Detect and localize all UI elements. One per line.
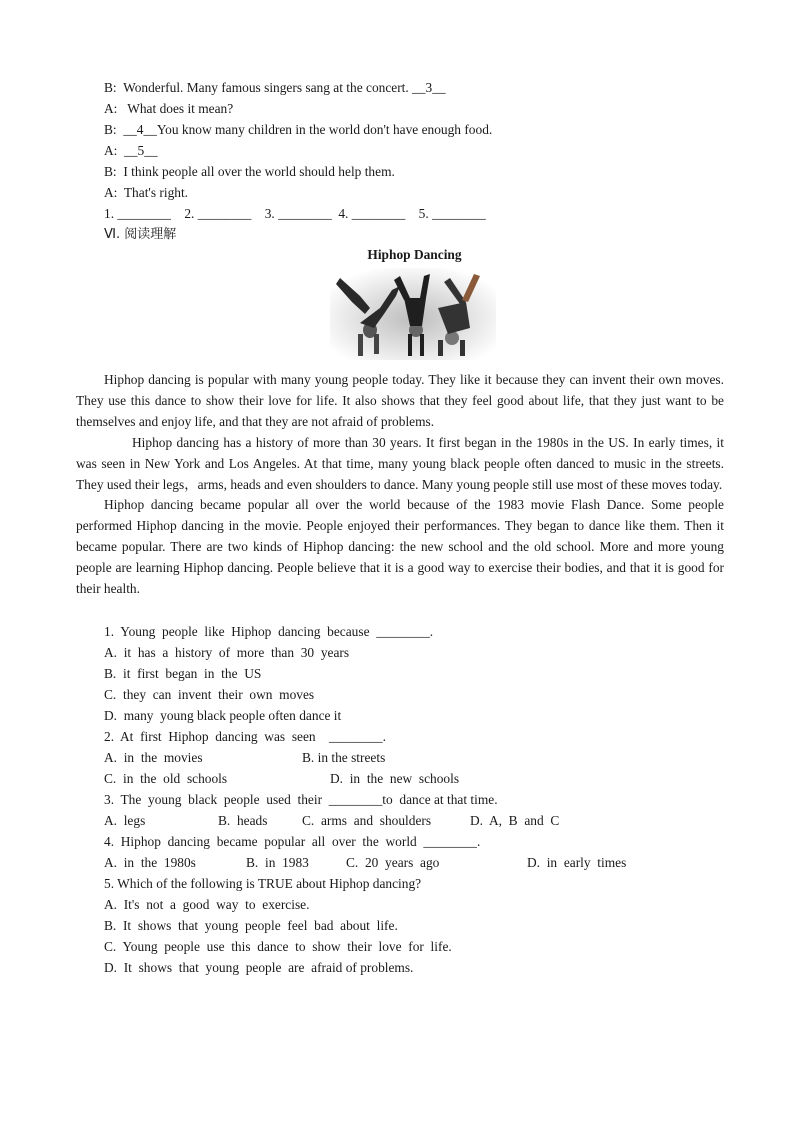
question-5-option-b: B. It shows that young people feel bad about life.: [104, 918, 398, 933]
question-1-option-d: D. many young black people often dance it: [104, 708, 342, 723]
dialogue-text: Wonderful. Many famous singers sang at the concert.: [123, 80, 413, 95]
dialogue-text: You know many children in the world don't have enough food.: [156, 122, 493, 137]
question-3: 3. The young black people used their ________to dance at that time.: [104, 792, 498, 807]
question-1-option-a: A. it has a history of more than 30 years: [104, 645, 350, 660]
speaker-label: B:: [104, 122, 117, 137]
dialogue-line-4: [104, 142, 158, 160]
question-2-option-d: D. in the new schools: [330, 771, 460, 786]
dialogue-line-3: [104, 121, 492, 139]
section-heading: Ⅵ. 阅读理解: [104, 227, 177, 242]
paragraph-3: Hiphop dancing became popular all over the world because of the 1983 movie Flash Dance. Some people performed Hiphop dancing in the movie. People enjoyed their performances. They began to dance like them. Then it became popular. There are two kinds of Hiphop dancing: the new school and the old school. More and more young people are learning Hiphop dancing. People believe that it is a good way to exercise their bodies, and that it is good for their health.: [76, 497, 724, 597]
paragraph-2: Hiphop dancing has a history of more than 30 years. It first began in the 1980s in the US. In early times, it was seen in New York and Los Angeles. At that time, many young black people often danced to music in the streets. They used their legs，arms, heads and even shoulders to dance. Many young people still use most of these moves today.: [76, 434, 724, 492]
breakdancers-image: [330, 268, 496, 360]
question-2: 2. At first Hiphop dancing was seen ________.: [104, 729, 386, 744]
answer-blank-5: __5__: [124, 143, 158, 158]
question-1: 1. Young people like Hiphop dancing because ________.: [104, 624, 434, 639]
dialogue-line-1: [104, 79, 446, 97]
question-5-option-a: A. It's not a good way to exercise.: [104, 897, 310, 912]
question-3-option-b: B. heads: [218, 813, 268, 828]
question-5-option-d: D. It shows that young people are afraid of problems.: [104, 960, 414, 975]
dialogue-line-2: [104, 100, 233, 118]
speaker-label: B:: [104, 80, 117, 95]
dialogue-line-5: [104, 163, 395, 181]
dialogue-text: That's right.: [123, 185, 189, 200]
speaker-label: A:: [104, 185, 118, 200]
question-1-option-b: B. it first began in the US: [104, 666, 262, 681]
question-3-option-d: D. A, B and C: [470, 813, 560, 828]
paragraph-1: Hiphop dancing is popular with many young people today. They like it because they can invent their own moves. They use this dance to show their love for life. It also shows that they feel good about life, that they just want to be themselves and enjoy life, and that they are not afraid of problems.: [76, 372, 724, 429]
question-1-option-c: C. they can invent their own moves: [104, 687, 315, 702]
question-3-option-a: A. legs: [104, 813, 146, 828]
answer-blanks-row: 1. ________ 2. ________ 3. ________ 4. ________ 5. ________: [104, 206, 486, 221]
question-5: 5. Which of the following is TRUE about Hiphop dancing?: [104, 876, 422, 891]
question-4: 4. Hiphop dancing became popular all over the world ________.: [104, 834, 481, 849]
dialogue-text: I think people all over the world should help them.: [123, 164, 395, 179]
question-4-option-d: D. in early times: [527, 855, 627, 870]
passage-title: Hiphop Dancing: [367, 247, 462, 262]
dialogue-line-6: [104, 184, 188, 202]
question-2-option-a: A. in the movies: [104, 750, 203, 765]
question-2-option-b: B. in the streets: [302, 750, 386, 765]
question-4-option-b: B. in 1983: [246, 855, 309, 870]
speaker-label: A:: [104, 101, 118, 116]
speaker-label: B:: [104, 164, 117, 179]
speaker-label: A:: [104, 143, 118, 158]
answer-blank-4: __4__: [123, 122, 157, 137]
passage-body: [76, 370, 724, 600]
question-2-option-c: C. in the old schools: [104, 771, 228, 786]
answer-blank-3: __3__: [412, 80, 446, 95]
question-3-option-c: C. arms and shoulders: [302, 813, 432, 828]
question-4-option-c: C. 20 years ago: [346, 855, 440, 870]
question-5-option-c: C. Young people use this dance to show their love for life.: [104, 939, 452, 954]
dialogue-text: What does it mean?: [120, 101, 234, 116]
question-4-option-a: A. in the 1980s: [104, 855, 196, 870]
